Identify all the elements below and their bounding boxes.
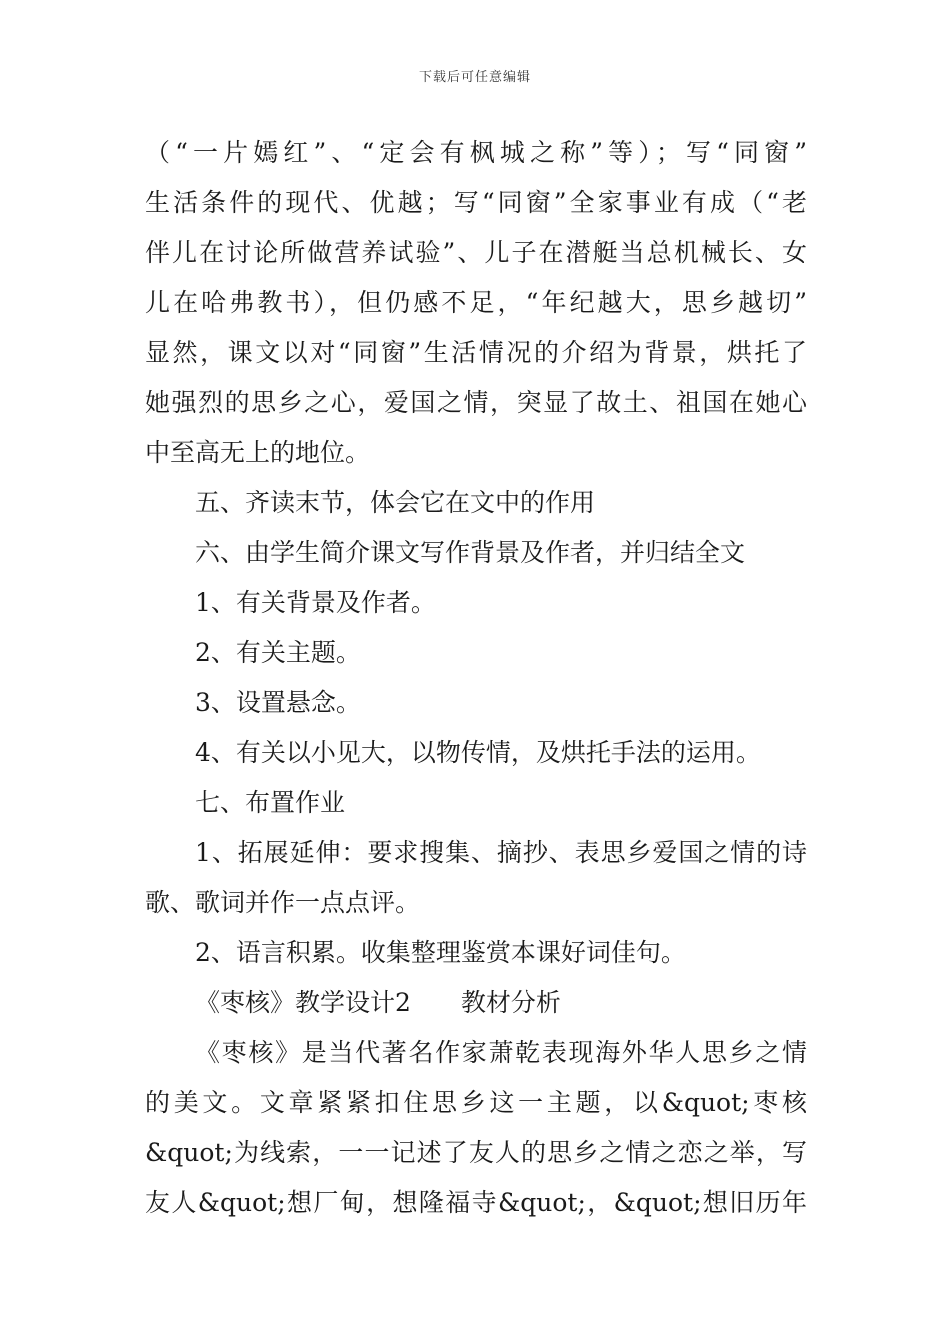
text-line: 中至高无上的地位。 [145, 438, 371, 467]
text-line: 的美文。文章紧紧扣住思乡这一主题，以&quot;枣核 [145, 1088, 807, 1117]
text-line: 生活条件的现代、优越；写“同窗”全家事业有成（“老 [145, 188, 807, 217]
text-line: 五、齐读末节，体会它在文中的作用 [195, 488, 596, 517]
text-line: 伴儿在讨论所做营养试验”、儿子在潜艇当总机械长、女 [145, 238, 807, 267]
text-line: 4、有关以小见大，以物传情，及烘托手法的运用。 [195, 738, 761, 767]
text-line: 儿在哈弗教书），但仍感不足，“年纪越大，思乡越切” [145, 288, 807, 317]
document-body [145, 128, 807, 1228]
text-line: 七、布置作业 [195, 788, 346, 817]
text-line: 显然，课文以对“同窗”生活情况的介绍为背景，烘托了 [145, 338, 807, 367]
page-header: 下载后可任意编辑 [418, 70, 531, 85]
text-line: &quot;为线索，一一记述了友人的思乡之情之恋之举，写 [145, 1138, 807, 1167]
text-line: 2、有关主题。 [195, 638, 361, 667]
text-line: 《枣核》是当代著名作家萧乾表现海外华人思乡之情 [195, 1038, 807, 1067]
text-line: 她强烈的思乡之心，爱国之情，突显了故土、祖国在她心 [145, 388, 807, 417]
text-line: 《枣核》教学设计2 教材分析 [195, 988, 561, 1017]
text-line: （“一片嫣红”、“定会有枫城之称”等）；写“同窗” [145, 138, 807, 167]
text-line: 六、由学生简介课文写作背景及作者，并归结全文 [195, 538, 746, 567]
text-line: 友人&quot;想厂甸，想隆福寺&quot;，&quot;想旧历年 [145, 1188, 807, 1217]
text-line: 2、语言积累。收集整理鉴赏本课好词佳句。 [195, 938, 686, 967]
text-line: 歌、歌词并作一点点评。 [145, 888, 421, 917]
text-line: 1、有关背景及作者。 [195, 588, 436, 617]
text-line: 1、拓展延伸：要求搜集、摘抄、表思乡爱国之情的诗 [195, 838, 807, 867]
text-line: 3、设置悬念。 [195, 688, 361, 717]
